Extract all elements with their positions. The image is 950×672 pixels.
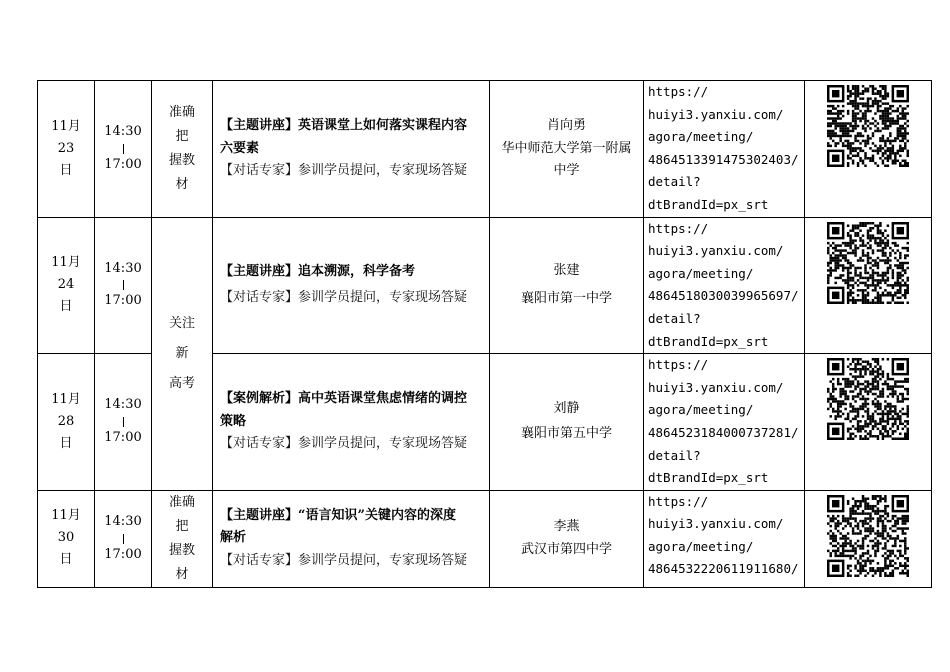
expert-cell — [490, 354, 644, 491]
time-cell — [95, 217, 152, 354]
link-line[interactable]: https:// — [648, 84, 709, 99]
expert-org-cont: 中学 — [553, 163, 580, 179]
date-cell — [38, 217, 95, 354]
lecture-tag: 【主题讲座】 — [220, 507, 299, 523]
qr-cell — [805, 217, 932, 354]
theme-line: 高考 — [168, 375, 195, 391]
expert-cell — [490, 217, 644, 354]
time-separator — [123, 534, 124, 544]
lecture-title-cont: 六要素 — [220, 140, 260, 156]
qr-code-icon[interactable] — [827, 85, 909, 167]
link-line[interactable]: huiyi3.yanxiu.com/ — [648, 516, 784, 532]
schedule-table — [37, 80, 932, 588]
table-row — [38, 81, 932, 218]
time-cell — [95, 81, 152, 218]
lecture-title: “语言知识”关键内容的深度 — [298, 507, 456, 523]
time-start: 14:30 — [104, 514, 142, 530]
expert-name: 李燕 — [553, 519, 580, 535]
dialog-text: 【对话专家】参训学员提问，专家现场答疑 — [220, 163, 468, 179]
lecture-title-cont: 解析 — [220, 530, 247, 546]
date-line: 日 — [59, 552, 73, 568]
lecture-tag: 【主题讲座】 — [220, 118, 299, 134]
link-line[interactable]: agora/meeting/ — [648, 129, 754, 145]
expert-name: 张建 — [553, 262, 580, 278]
content-cell — [213, 490, 490, 587]
content-cell — [213, 217, 490, 354]
content-cell — [213, 354, 490, 491]
link-line[interactable]: huiyi3.yanxiu.com/ — [648, 243, 784, 259]
link-line[interactable]: detail? — [648, 310, 701, 326]
qr-code-icon[interactable] — [827, 222, 909, 304]
meeting-link-cell[interactable] — [644, 81, 805, 218]
time-end: 17:00 — [104, 293, 142, 309]
lecture-title: 高中英语课堂焦虑情绪的调控 — [298, 391, 468, 407]
expert-cell — [490, 490, 644, 587]
qr-cell — [805, 490, 932, 587]
date-line: 11月23 — [51, 118, 81, 156]
time-cell — [95, 490, 152, 587]
theme-line: 关注新 — [168, 315, 195, 361]
expert-cell — [490, 81, 644, 218]
link-line[interactable]: huiyi3.yanxiu.com/ — [648, 106, 784, 122]
link-line[interactable]: detail? — [648, 174, 701, 190]
link-line[interactable]: 4864518030039965697/ — [648, 288, 799, 304]
link-line[interactable]: 4864532220611911680/ — [648, 561, 799, 577]
link-line[interactable]: https:// — [648, 220, 709, 236]
lecture-title-cont: 策略 — [220, 413, 247, 429]
date-cell — [38, 81, 95, 218]
meeting-link-cell[interactable] — [644, 490, 805, 587]
link-line[interactable]: detail? — [648, 447, 701, 463]
date-line: 11月30 — [51, 508, 81, 546]
time-separator — [123, 417, 124, 427]
meeting-link-cell[interactable] — [644, 354, 805, 491]
time-separator — [123, 144, 124, 154]
qr-cell — [805, 81, 932, 218]
table-row — [38, 217, 932, 354]
theme-line: 准确把 — [168, 104, 195, 144]
theme-line: 准确把 — [168, 494, 195, 534]
qr-cell — [805, 354, 932, 491]
date-line: 11月24 — [51, 255, 81, 293]
expert-org: 华中师范大学第一附属 — [501, 140, 632, 156]
date-line: 日 — [59, 299, 73, 315]
expert-org: 襄阳市第五中学 — [520, 425, 612, 441]
dialog-text: 【对话专家】参训学员提问，专家现场答疑 — [220, 552, 468, 568]
theme-line: 握教材 — [168, 152, 195, 192]
meeting-link-cell[interactable] — [644, 217, 805, 354]
link-line[interactable]: 4864513391475302403/ — [648, 151, 799, 167]
dialog-text: 【对话专家】参训学员提问，专家现场答疑 — [220, 436, 468, 452]
date-line: 日 — [59, 162, 73, 178]
link-line[interactable]: huiyi3.yanxiu.com/ — [648, 379, 784, 395]
link-line[interactable]: agora/meeting/ — [648, 265, 754, 281]
time-separator — [123, 280, 124, 290]
date-cell — [38, 354, 95, 491]
link-line[interactable]: https:// — [648, 493, 709, 509]
link-line[interactable]: dtBrandId=px_srt — [648, 196, 769, 212]
time-end: 17:00 — [104, 429, 142, 445]
expert-name: 肖向勇 — [546, 118, 586, 134]
link-line[interactable]: dtBrandId=px_srt — [648, 333, 769, 349]
theme-cell — [152, 217, 213, 490]
time-end: 17:00 — [104, 156, 142, 172]
dialog-text: 【对话专家】参训学员提问，专家现场答疑 — [220, 290, 468, 306]
time-cell — [95, 354, 152, 491]
theme-line: 握教材 — [168, 542, 195, 582]
lecture-tag: 【主题讲座】 — [220, 263, 299, 279]
link-line[interactable]: 4864523184000737281/ — [648, 424, 799, 440]
link-line[interactable]: dtBrandId=px_srt — [648, 470, 769, 486]
link-line[interactable]: agora/meeting/ — [648, 538, 754, 554]
theme-cell — [152, 490, 213, 587]
content-cell — [213, 81, 490, 218]
date-line: 11月28 — [51, 391, 81, 429]
time-end: 17:00 — [104, 546, 142, 562]
lecture-tag: 【案例解析】 — [220, 391, 299, 407]
date-line: 日 — [59, 435, 73, 451]
theme-cell — [152, 81, 213, 218]
lecture-title: 追本溯源，科学备考 — [298, 263, 416, 279]
expert-org: 武汉市第四中学 — [520, 541, 612, 557]
expert-org: 襄阳市第一中学 — [520, 291, 612, 307]
date-cell — [38, 490, 95, 587]
time-start: 14:30 — [104, 124, 142, 140]
time-start: 14:30 — [104, 397, 142, 413]
table-row — [38, 490, 932, 587]
qr-code-icon[interactable] — [827, 358, 909, 440]
lecture-title: 英语课堂上如何落实课程内容 — [298, 118, 468, 134]
expert-name: 刘静 — [553, 401, 580, 417]
qr-code-icon[interactable] — [827, 495, 909, 577]
time-start: 14:30 — [104, 260, 142, 276]
link-line[interactable]: agora/meeting/ — [648, 402, 754, 418]
link-line[interactable]: https:// — [648, 357, 709, 373]
